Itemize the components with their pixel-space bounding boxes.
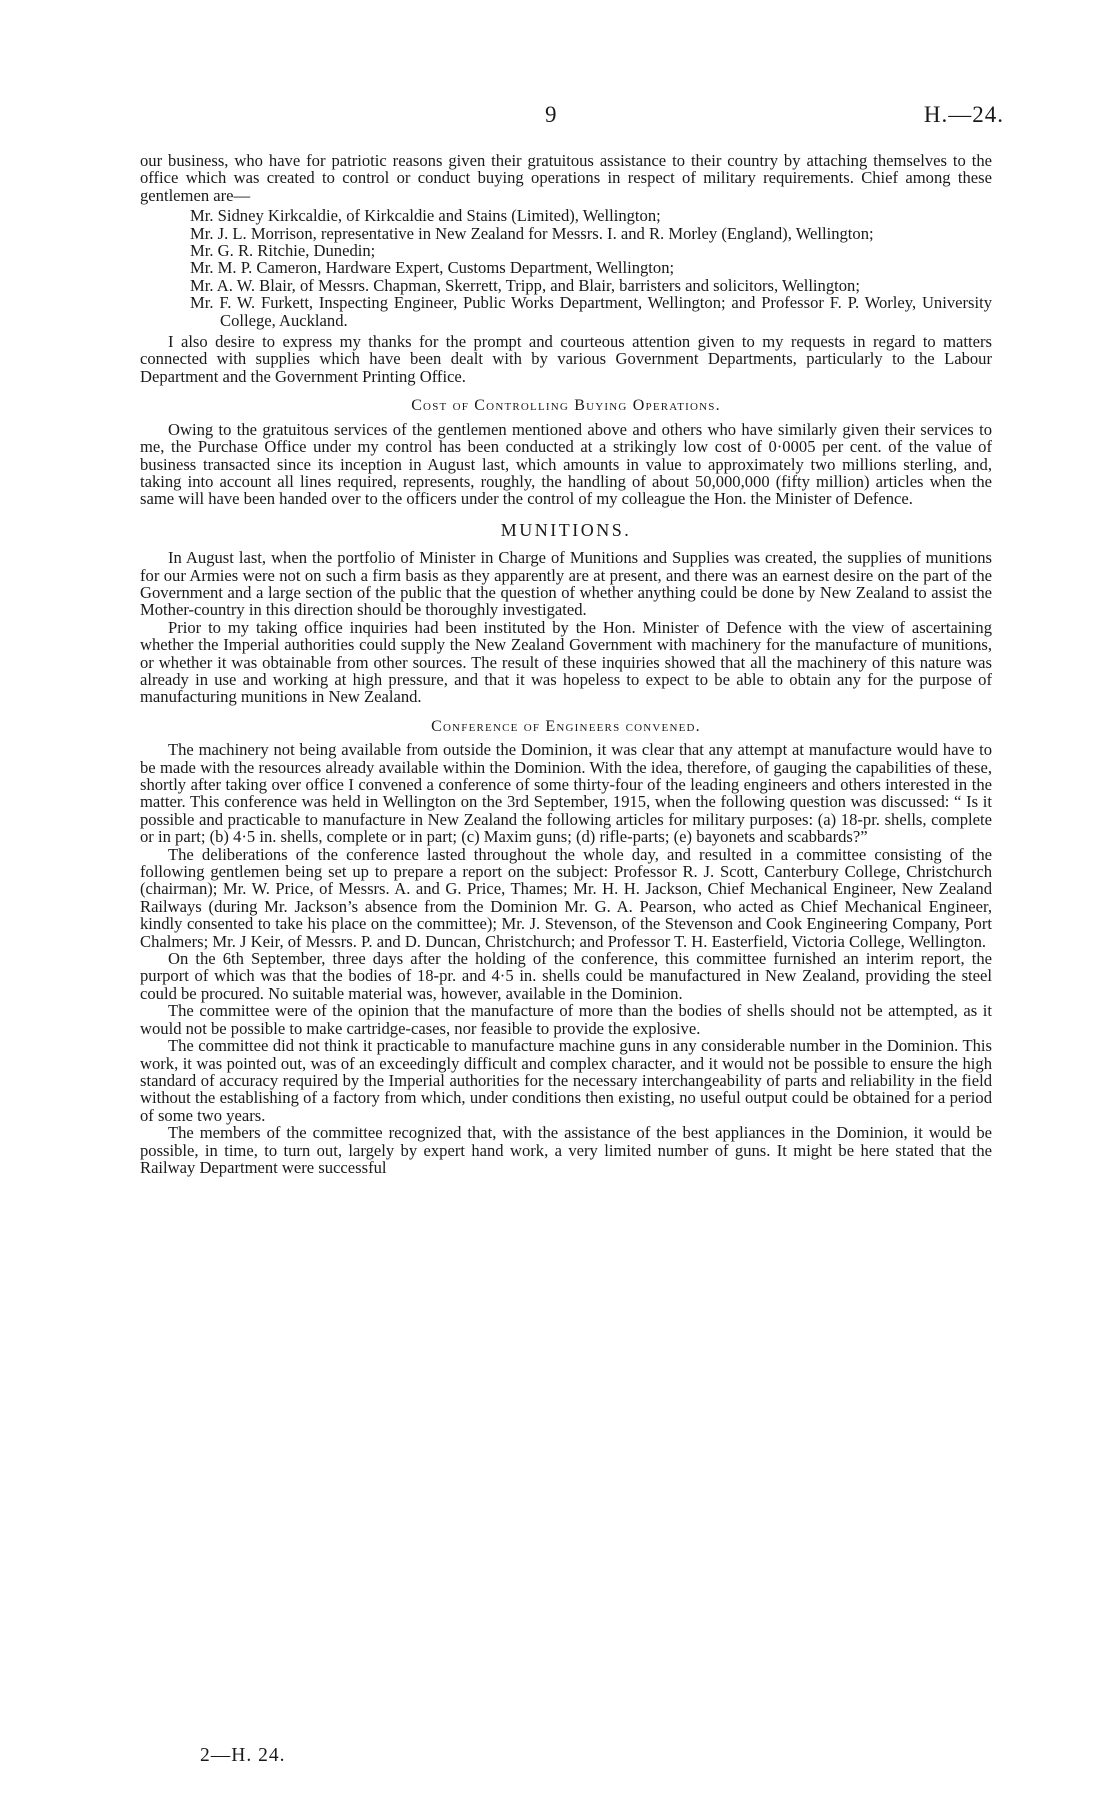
munitions-paragraph: Prior to my taking office inquiries had been instituted by the Hon. Minister of Defence with the view of ascertaining whether the Imperial authorities could supply the New Zealand Government with machinery for the manufacture of munitions, or whether it was obtainable from other sources. The result of these inquiries showed that all the machinery of this nature was already in use and working at high pressure, and that it was hopeless to expect to be able to obtain any for the purpose of manufacturing munitions in New Zealand. bbox=[140, 617, 992, 707]
list-item: Mr. J. L. Morrison, representative in New Zealand for Messrs. I. and R. Morley (England), Wellington; bbox=[190, 223, 874, 243]
list-item: Mr. F. W. Furkett, Inspecting Engineer, Public Works Department, Wellington; and Professor F. P. Worley, University College, Auckland. bbox=[190, 293, 992, 330]
section-heading-munitions: MUNITIONS. bbox=[500, 519, 632, 540]
gentlemen-list bbox=[140, 207, 992, 329]
conference-paragraph: The committee were of the opinion that the manufacture of more than the bodies of shells should not be attempted, as it would not be possible to make cartridge-cases, nor feasible to provide the explosive. bbox=[140, 1001, 992, 1038]
conference-paragraph: The machinery not being available from outside the Dominion, it was clear that any attempt at manufacture would have to be made with the resources already available within the Dominion. With the idea, therefore, of gauging the capabilities of these, shortly after taking over office I convened a conference of some thirty-four of the leading engineers and others interested in the matter. This conference was held in Wellington on the 3rd September, 1915, when the following question was discussed: “ Is it possible and practicable to manufacture in New Zealand the following articles for military purposes: (a) 18-pr. shells, complete or in part; (b) 4·5 in. shells, complete or in part; (c) Maxim guns; (d) rifle-parts; (e) bayonets and scabbards?” bbox=[140, 740, 992, 847]
list-item: Mr. G. R. Ritchie, Dunedin; bbox=[190, 241, 376, 261]
munitions-paragraph: In August last, when the portfolio of Minister in Charge of Munitions and Supplies was created, the supplies of munitions for our Armies were not on such a firm basis as they apparently are at present, and there was an earnest desire on the part of the Government and a large section of the public that the question of whether anything could be done by New Zealand to assist the Mother-country in this direction should be thoroughly investigated. bbox=[140, 548, 992, 620]
conference-paragraph: On the 6th September, three days after the holding of the conference, this committee furnished an interim report, the purport of which was that the bodies of 18-pr. and 4·5 in. shells could be manufactured in New Zealand, providing the steel could be procured. No suitable material was, however, available in the Dominion. bbox=[140, 949, 992, 1003]
thanks-paragraph: I also desire to express my thanks for the prompt and courteous attention given to my requests in regard to matters connected with supplies which have been dealt with by various Government Departments, particularly to the Labour Department and the Government Printing Office. bbox=[140, 332, 992, 386]
list-item: Mr. A. W. Blair, of Messrs. Chapman, Skerrett, Tripp, and Blair, barristers and solicitors, Wellington; bbox=[190, 275, 860, 295]
cost-paragraph: Owing to the gratuitous services of the gentlemen mentioned above and others who have similarly given their services to me, the Purchase Office under my control has been conducted at a strikingly low cost of 0·0005 per cent. of the value of business transacted since its inception in August last, which amounts in value to approximately two millions sterling, and, taking into account all lines required, represents, roughly, the handling of about 50,000,000 (fifty million) articles when the same will have been handed over to the officers under the control of my colleague the Hon. the Minister of Defence. bbox=[140, 419, 992, 509]
section-heading-cost: Cost of Controlling Buying Operations. bbox=[411, 397, 721, 415]
intro-paragraph: our business, who have for patriotic reasons given their gratuitous assistance to their country by attaching themselves to the office which was created to control or conduct buying operations in respect of military requirements. Chief among these gentlemen are— bbox=[140, 151, 992, 205]
section-heading-conference: Conference of Engineers convened. bbox=[431, 717, 701, 735]
conference-paragraph: The deliberations of the conference lasted throughout the whole day, and resulted in a committee consisting of the following gentlemen being set up to prepare a report on the subject: Professor R. J. Scott, Canterbury College, Christchurch (chairman); Mr. W. Price, of Messrs. A. and G. Price, Thames; Mr. H. H. Jackson, Chief Mechanical Engineer, New Zealand Railways (during Mr. Jackson’s absence from the Dominion Mr. G. A. Pearson, who acted as Chief Mechanical Engineer, kindly consented to take his place on the committee); Mr. J. Stevenson, of the Stevenson and Cook Engineering Company, Port Chalmers; Mr. J Keir, of Messrs. P. and D. Duncan, Christchurch; and Professor T. H. Easterfield, Victoria College, Wellington. bbox=[140, 844, 992, 951]
page-signature: 2—H. 24. bbox=[200, 1745, 286, 1766]
list-item: Mr. Sidney Kirkcaldie, of Kirkcaldie and Stains (Limited), Wellington; bbox=[190, 206, 661, 226]
list-item: Mr. M. P. Cameron, Hardware Expert, Customs Department, Wellington; bbox=[190, 258, 675, 278]
conference-paragraph: The members of the committee recognized that, with the assistance of the best appliances in the Dominion, it would be possible, in time, to turn out, largely by expert hand work, a very limited number of guns. It might be here stated that the Railway Department were successful bbox=[140, 1123, 992, 1177]
conference-paragraph: The committee did not think it practicable to manufacture machine guns in any considerable number in the Dominion. This work, it was pointed out, was of an exceedingly difficult and complex character, and it would not be possible to ensure the high standard of accuracy required by the Imperial authorities for the necessary interchangeability of parts and reliability in the field without the establishing of a factory from which, under conditions then existing, no useful output could be obtained for a period of some two years. bbox=[140, 1036, 992, 1125]
page-number: 9 bbox=[545, 102, 557, 127]
document-reference: H.—24. bbox=[923, 102, 1004, 127]
document-body bbox=[140, 152, 992, 1176]
page-header bbox=[0, 102, 1114, 132]
